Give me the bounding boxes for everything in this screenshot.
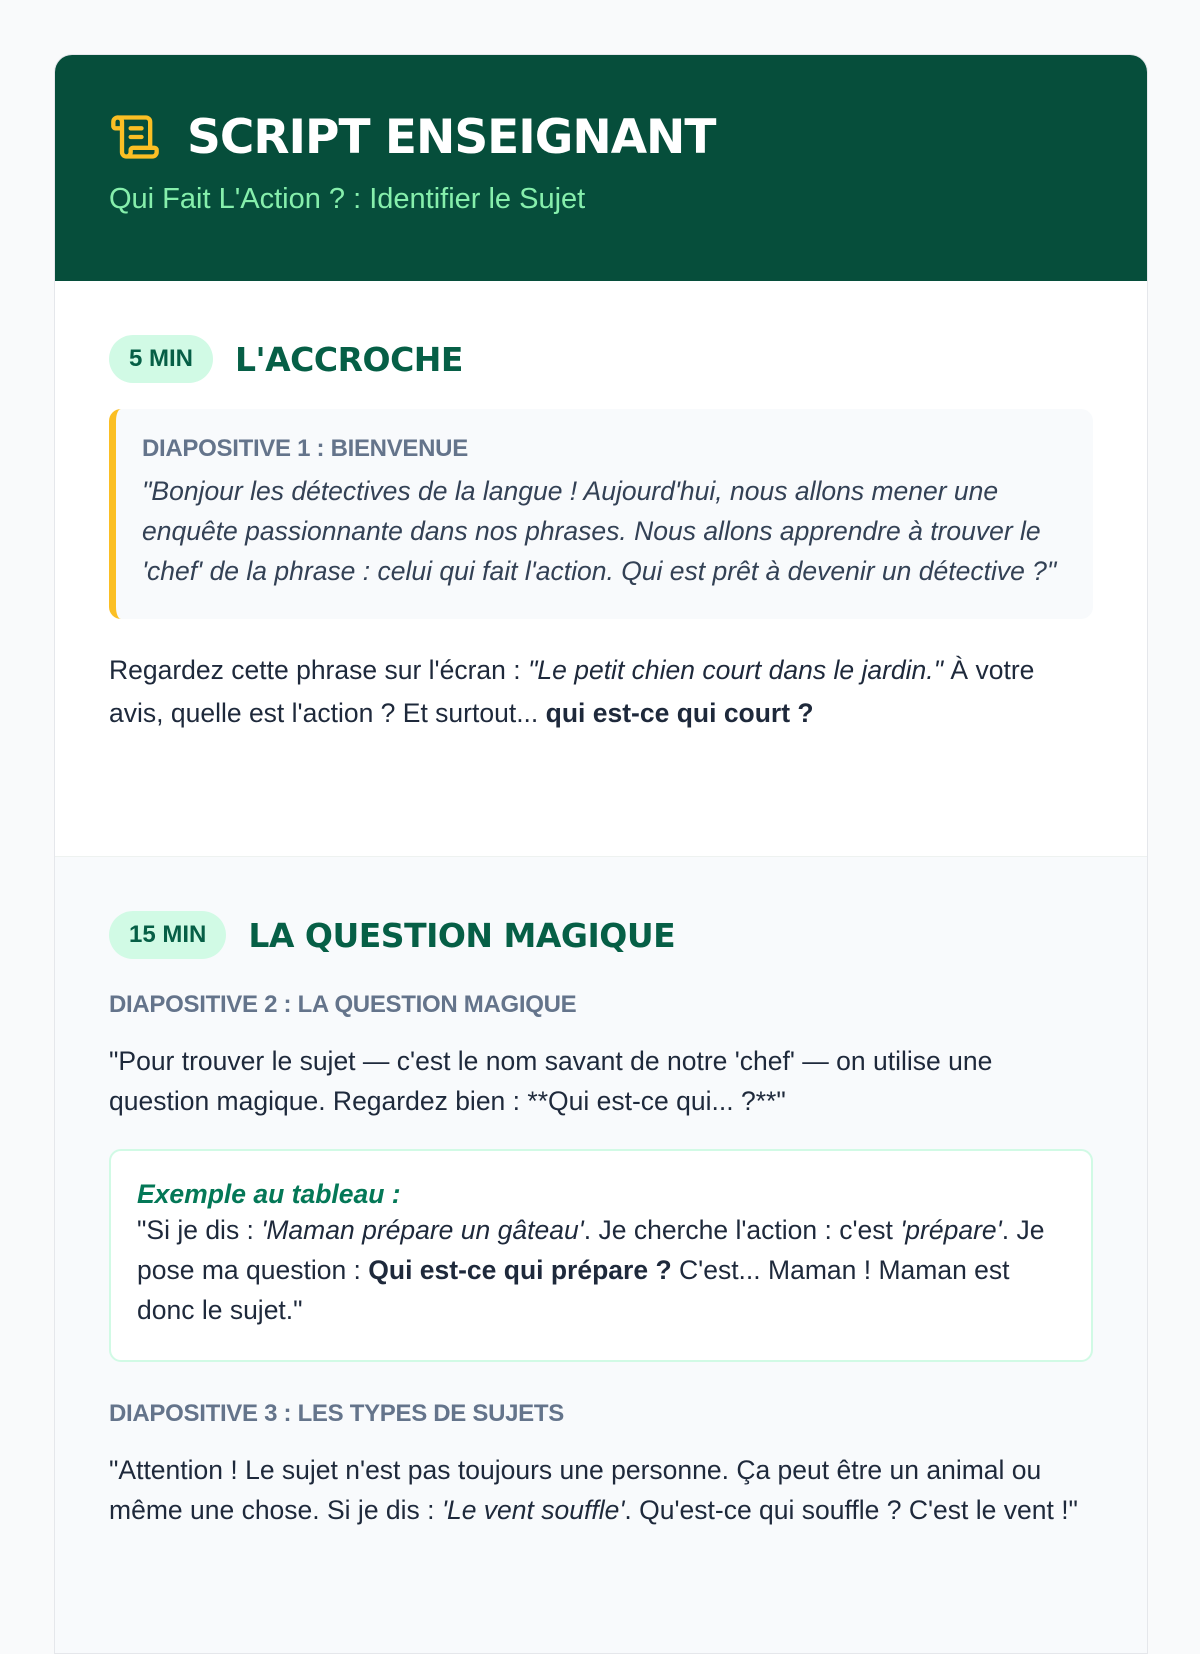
section-title: LA QUESTION MAGIQUE bbox=[248, 915, 676, 955]
example-part-2: . Je cherche l'action : c'est bbox=[583, 1215, 901, 1245]
slide-2-text: "Pour trouver le sujet — c'est le nom savant de notre 'chef' — on utilise une question magique. Regardez bien : **Qui est-ce qui... ?**" bbox=[109, 1046, 993, 1116]
slide-3-text bbox=[109, 1450, 1093, 1530]
hook-paragraph bbox=[109, 649, 1093, 735]
section-accroche bbox=[55, 281, 1147, 857]
slide-3-part-2: . Qu'est-ce qui souffle ? C'est le vent !" bbox=[624, 1495, 1078, 1525]
hook-question: qui est-ce qui court ? bbox=[545, 698, 814, 728]
section-heading bbox=[109, 335, 1093, 383]
slide-3-phrase: 'Le vent souffle' bbox=[441, 1495, 625, 1525]
teacher-script-card bbox=[54, 54, 1148, 1654]
hook-example-sentence: "Le petit chien court dans le jardin." bbox=[527, 655, 944, 685]
section-title: L'ACCROCHE bbox=[235, 339, 463, 379]
slide-2-label: DIAPOSITIVE 2 : LA QUESTION MAGIQUE bbox=[109, 991, 577, 1018]
hook-prefix: Regardez cette phrase sur l'écran : bbox=[109, 655, 528, 685]
time-badge: 15 MIN bbox=[109, 911, 226, 959]
example-question: Qui est-ce qui prépare ? bbox=[368, 1255, 672, 1285]
slide-3-part-1: "Attention ! Le sujet n'est pas toujours une personne. Ça peut être un animal ou même une chose. Si je dis : bbox=[109, 1455, 1042, 1525]
scroll-icon bbox=[109, 111, 161, 163]
example-part-1: "Si je dis : bbox=[137, 1215, 262, 1245]
slide-1-quote: "Bonjour les détectives de la langue ! Aujourd'hui, nous allons mener une enquête passionnante dans nos phrases. Nous allons apprendre à trouver le 'chef' de la phrase : celui qui fait l'action. Qui est prêt à devenir un détective ?" bbox=[142, 476, 1057, 586]
example-verb: 'prépare' bbox=[900, 1215, 1002, 1245]
script-header bbox=[55, 55, 1147, 281]
slide-3-label: DIAPOSITIVE 3 : LES TYPES DE SUJETS bbox=[109, 1400, 564, 1427]
slide-1-box bbox=[109, 409, 1093, 619]
section-heading bbox=[109, 911, 1093, 959]
time-badge: 5 MIN bbox=[109, 335, 213, 383]
hook-middle: À votre avis, quelle est l'action ? Et surtout... bbox=[109, 655, 1035, 728]
example-box bbox=[109, 1149, 1093, 1362]
section-question-magique bbox=[55, 857, 1147, 1654]
page-subtitle: Qui Fait L'Action ? : Identifier le Sujet bbox=[109, 183, 586, 215]
example-part-3: . Je pose ma question : bbox=[137, 1215, 1045, 1285]
example-phrase: 'Maman prépare un gâteau' bbox=[261, 1215, 584, 1245]
title-row bbox=[109, 109, 1093, 165]
page-title: SCRIPT ENSEIGNANT bbox=[187, 109, 716, 165]
slide-1-label: DIAPOSITIVE 1 : BIENVENUE bbox=[142, 435, 468, 462]
example-text bbox=[137, 1210, 1065, 1330]
example-label: Exemple au tableau : bbox=[137, 1179, 401, 1209]
example-part-4: C'est... Maman ! Maman est donc le sujet." bbox=[137, 1255, 1010, 1325]
